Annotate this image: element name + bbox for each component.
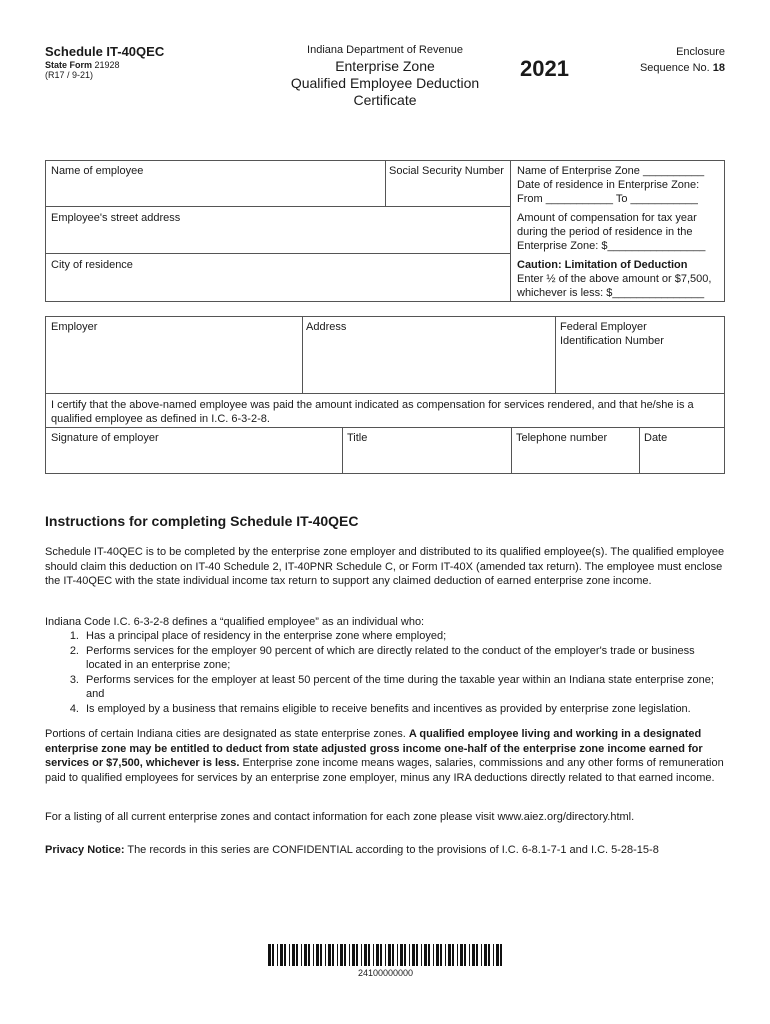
employer-title-field[interactable]: Title: [347, 432, 368, 444]
barcode-bar: [361, 944, 362, 966]
employer-address-field[interactable]: Address: [306, 321, 347, 333]
barcode-bar: [452, 944, 454, 966]
barcode-bar: [409, 944, 410, 966]
enterprise-zones-listing-link: For a listing of all current enterprise zones and contact information for each zone please visit www.aiez.org/directory.html.: [45, 811, 635, 823]
deduction-amount-field[interactable]: whichever is less: $_______________: [517, 287, 705, 299]
barcode-bar: [373, 944, 374, 966]
barcode-bar: [356, 944, 358, 966]
barcode-bar: [400, 944, 403, 966]
caution-text: Enter ½ of the above amount or $7,500,: [517, 273, 712, 285]
barcode-bar: [488, 944, 490, 966]
barcode-bar: [460, 944, 463, 966]
barcode-bar: [352, 944, 355, 966]
barcode-bar: [440, 944, 442, 966]
barcode-bar: [481, 944, 482, 966]
barcode-bar: [272, 944, 274, 966]
barcode-bar: [296, 944, 298, 966]
barcode-bar: [424, 944, 427, 966]
barcode-number: 24100000000: [357, 968, 414, 978]
sequence-number: Sequence No. 18: [639, 62, 725, 74]
barcode-bar: [404, 944, 406, 966]
barcode-bar: [500, 944, 502, 966]
barcode-bar: [421, 944, 422, 966]
barcode-bar: [436, 944, 439, 966]
barcode-bar: [433, 944, 434, 966]
telephone-number-field[interactable]: Telephone number: [516, 432, 608, 444]
barcode-bar: [457, 944, 458, 966]
barcode-bar: [340, 944, 343, 966]
barcode-bar: [469, 944, 470, 966]
barcode-bar: [316, 944, 319, 966]
barcode-bar: [385, 944, 386, 966]
list-item: 1. Has a principal place of residency in the enterprise zone where employed;: [69, 630, 447, 642]
barcode-bar: [368, 944, 370, 966]
barcode-bar: [493, 944, 494, 966]
privacy-notice: Privacy Notice: The records in this series are CONFIDENTIAL according to the provisions of I.C. 6-8.1-7-1 and I.C. 5-28-15-8: [45, 844, 659, 856]
fein-field[interactable]: Federal Employer Identification Number: [560, 321, 664, 347]
qualified-employee-definition: Indiana Code I.C. 6-3-2-8 defines a “qualified employee” as an individual who:: [45, 616, 425, 628]
from-to-field[interactable]: From ___________ To ___________: [517, 193, 698, 205]
barcode-bar: [313, 944, 314, 966]
barcode-bar: [344, 944, 346, 966]
barcode-bar: [496, 944, 499, 966]
schedule-title: Schedule IT-40QEC: [45, 44, 165, 59]
list-item: 4. Is employed by a business that remains eligible to receive benefits and incentives as provided by enterprise zone legislation.: [69, 702, 691, 715]
barcode-bar: [332, 944, 334, 966]
barcode-bar: [428, 944, 430, 966]
barcode-bar: [412, 944, 415, 966]
date-field[interactable]: Date: [644, 432, 668, 444]
barcode-bar: [349, 944, 350, 966]
barcode-bar: [472, 944, 475, 966]
barcode-bar: [448, 944, 451, 966]
barcode-bar: [284, 944, 286, 966]
barcode-bar: [301, 944, 302, 966]
barcode-bar: [416, 944, 418, 966]
barcode-bar: [328, 944, 331, 966]
form-title-line1: Enterprise Zone: [335, 58, 435, 74]
barcode-bar: [325, 944, 326, 966]
barcode-bar: [392, 944, 394, 966]
compensation-amount-field[interactable]: Enterprise Zone: $________________: [517, 240, 706, 252]
state-form-number: State Form 21928: [45, 60, 120, 70]
enclosure-sequence: [600, 44, 725, 76]
instructions-paragraph-1: Schedule IT-40QEC is to be completed by the enterprise zone employer and distributed to its qualified employee(s). The qualified employee should claim this deduction on IT-40 Schedule 2, IT-40PNR Schedule C, or Form IT-40X (amended tax return). The employee must enclose the IT-40QEC with the state individual income tax return to support any claimed deduction of earned enterprise zone income.: [45, 546, 725, 587]
barcode-bar: [289, 944, 290, 966]
barcode-bar: [380, 944, 382, 966]
compensation-label-2: during the period of residence in the: [517, 226, 693, 238]
barcode-bar: [388, 944, 391, 966]
enterprise-zone-name-field[interactable]: Name of Enterprise Zone __________: [517, 165, 705, 177]
form-title-line3: Certificate: [353, 92, 417, 108]
department-name: Indiana Department of Revenue: [307, 44, 463, 56]
date-of-residence-label: Date of residence in Enterprise Zone:: [517, 179, 700, 191]
barcode-bar: [464, 944, 466, 966]
barcode-bar: [280, 944, 283, 966]
caution-heading: Caution: Limitation of Deduction: [517, 259, 688, 271]
employer-signature-field[interactable]: Signature of employer: [51, 432, 159, 444]
list-item: 3. Performs services for the employer at least 50 percent of the time during the taxable year within an Indiana state enterprise zone; and: [69, 673, 714, 700]
barcode-bar: [364, 944, 367, 966]
barcode-bar: [268, 944, 271, 966]
certification-statement: I certify that the above-named employee was paid the amount indicated as compensation for services rendered, and that he/she is a qualified employee as defined in I.C. 6-3-2-8.: [51, 399, 694, 425]
revision-label: (R17 / 9-21): [45, 70, 94, 80]
barcode-bar: [320, 944, 322, 966]
barcode-bar: [292, 944, 295, 966]
barcode: [268, 944, 503, 966]
instructions-heading: Instructions for completing Schedule IT-40QEC: [45, 513, 359, 529]
barcode-bar: [445, 944, 446, 966]
enterprise-zones-paragraph: Portions of certain Indiana cities are designated as state enterprise zones. A qualified employee living and working in a designated enterprise zone may be entitled to deduct from state adjusted gross income one-half of the enterprise zone income earned for services or $7,500, whichever is less. Enterprise zone income means wages, salaries, commissions and any other forms of remuneration paid to qualified employees for services by an enterprise zone employer, minus any IRA deductions directly related to that earned income.: [45, 728, 724, 784]
barcode-bar: [277, 944, 278, 966]
street-address-field[interactable]: Employee's street address: [51, 212, 181, 224]
barcode-bar: [476, 944, 478, 966]
form-title-block: [270, 44, 500, 109]
barcode-bar: [337, 944, 338, 966]
barcode-bar: [376, 944, 379, 966]
name-of-employee-field[interactable]: Name of employee: [51, 165, 144, 177]
barcode-bar: [397, 944, 398, 966]
compensation-label-1: Amount of compensation for tax year: [517, 212, 697, 224]
qualified-employee-criteria-list: [45, 629, 725, 716]
employer-name-field[interactable]: Employer: [51, 321, 98, 333]
city-of-residence-field[interactable]: City of residence: [51, 259, 133, 271]
form-title-line2: Qualified Employee Deduction: [290, 75, 480, 91]
list-item: 2. Performs services for the employer 90 percent of which are directly related to the conduct of the employer's trade or business located in an enterprise zone;: [69, 644, 695, 671]
enclosure-label: Enclosure: [676, 46, 725, 58]
tax-year: 2021: [520, 56, 569, 81]
ssn-field[interactable]: Social Security Number: [389, 165, 504, 177]
barcode-bar: [308, 944, 310, 966]
barcode-bar: [484, 944, 487, 966]
barcode-bar: [304, 944, 307, 966]
